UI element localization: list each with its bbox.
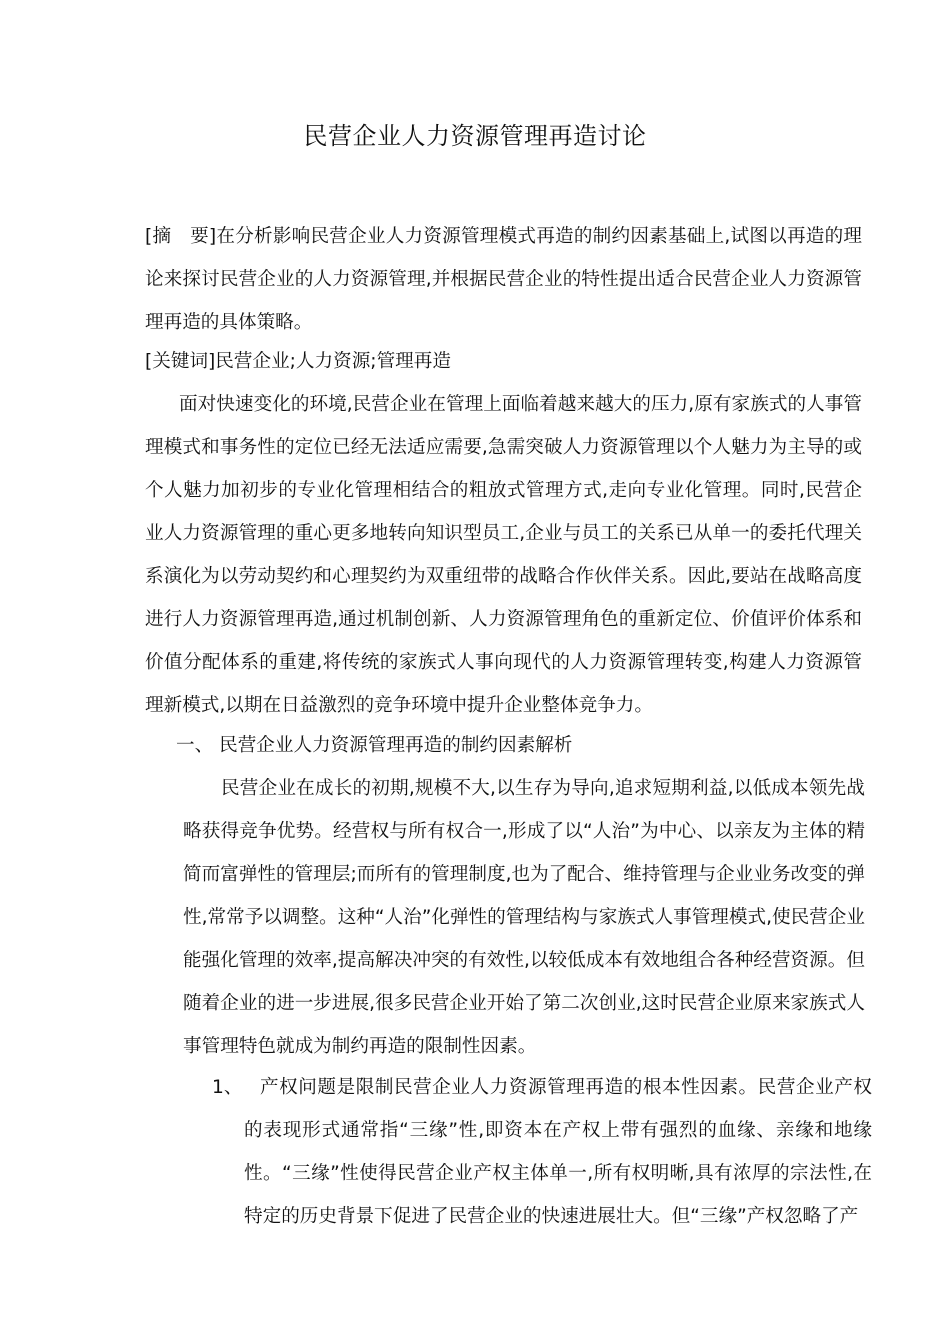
section-heading: 一、 民营企业人力资源管理再造的制约因素解析 bbox=[176, 735, 573, 756]
keywords-line: [关键词]民营企业;人力资源;管理再造 bbox=[145, 351, 451, 372]
section-body-paragraph: 民营企业在成长的初期,规模不大,以生存为导向,追求短期利益,以低成本领先战略获得竞争优势。经营权与所有权合一,形成了以“人治”为中心、以亲友为主体的精简而富弹性的管理层;而所有的管理制度,也为了配合、维持管理与企业业务改变的弹性,常常予以调整。这种“人治”化弹性的管理结构与家族式人事管理模式,使民营企业能强化管理的效率,提高解决冲突的有效性,以较低成本有效地组合各种经营资源。但随着企业的进一步进展,很多民营企业开始了第二次创业,这时民营企业原来家族式人事管理特色就成为制约再造的限制性因素。 bbox=[183, 778, 865, 1057]
list-item-number: 1、 bbox=[212, 1077, 243, 1098]
list-item-paragraph: 产权问题是限制民营企业人力资源管理再造的根本性因素。民营企业产权的表现形式通常指“三缘”性,即资本在产权上带有强烈的血缘、亲缘和地缘性。“三缘”性使得民营企业产权主体单一,所有权明晰,具有浓厚的宗法性,在特定的历史背景下促进了民营企业的快速进展壮大。但“三缘”产权忽略了产 bbox=[244, 1077, 872, 1227]
intro-paragraph: 面对快速变化的环境,民营企业在管理上面临着越来越大的压力,原有家族式的人事管理模式和事务性的定位已经无法适应需要,急需突破人力资源管理以个人魅力为主导的或个人魅力加初步的专业化管理相结合的粗放式管理方式,走向专业化管理。同时,民营企业人力资源管理的重心更多地转向知识型员工,企业与员工的关系已从单一的委托代理关系演化为以劳动契约和心理契约为双重纽带的战略合作伙伴关系。因此,要站在战略高度进行人力资源管理再造,通过机制创新、人力资源管理角色的重新定位、价值评价体系和价值分配体系的重建,将传统的家族式人事向现代的人力资源管理转变,构建人力资源管理新模式,以期在日益激烈的竞争环境中提升企业整体竞争力。 bbox=[145, 394, 862, 716]
abstract-paragraph: [摘 要]在分析影响民营企业人力资源管理模式再造的制约因素基础上,试图以再造的理论来探讨民营企业的人力资源管理,并根据民营企业的特性提出适合民营企业人力资源管理再造的具体策略。 bbox=[145, 226, 862, 333]
document-title: 民营企业人力资源管理再造讨论 bbox=[303, 122, 647, 150]
